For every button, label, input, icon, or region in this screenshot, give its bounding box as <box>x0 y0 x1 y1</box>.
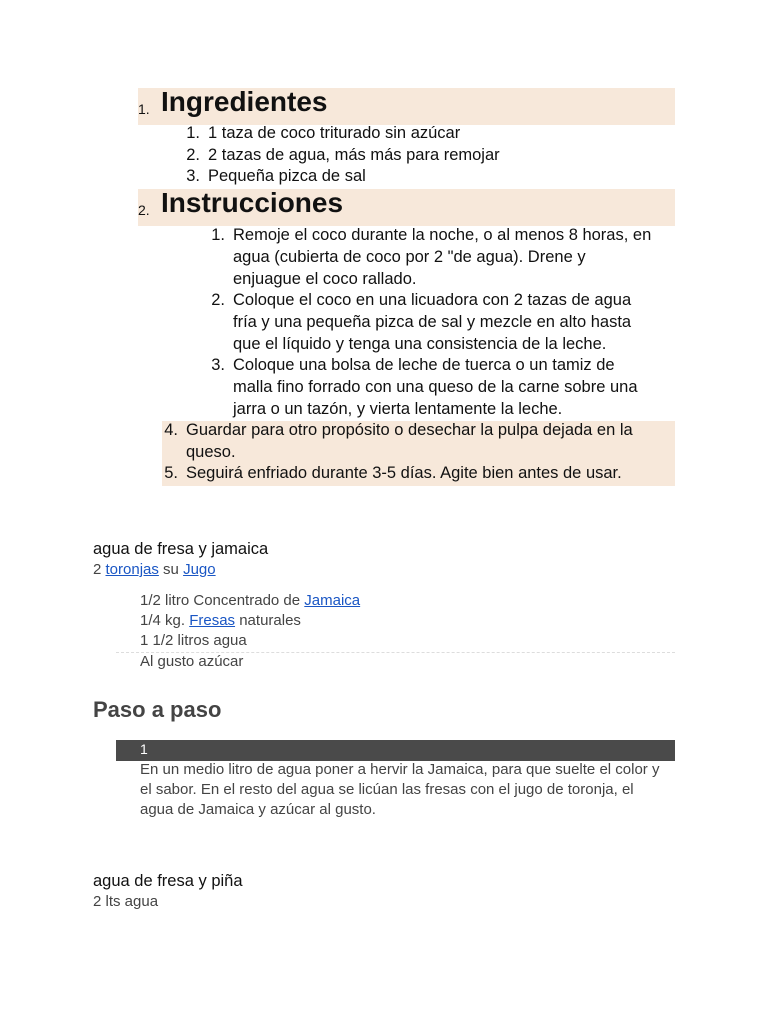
link-toronjas[interactable]: toronjas <box>105 561 159 578</box>
ingredient-line: 1 1/2 litros agua <box>140 632 247 649</box>
section-number: 1. <box>138 101 150 117</box>
section-title-ingredientes: Ingredientes <box>161 86 328 117</box>
ingredient-line: 2 lts agua <box>93 893 159 910</box>
step-number: 1 <box>140 741 148 757</box>
recipe-title: agua de fresa y jamaica <box>93 540 269 558</box>
link-jugo[interactable]: Jugo <box>183 561 216 578</box>
ingredient-line: 1/2 litro Concentrado de Jamaica <box>140 592 361 609</box>
step-text: En un medio litro de agua poner a hervir la Jamaica, para que suelte el color y el sabor. En el resto del agua se licúan las fresas con el jugo de toronja, el agua de Jamaica y azúcar al gusto. <box>140 761 660 818</box>
ingredient-line: Al gusto azúcar <box>140 653 244 670</box>
section-title-instrucciones: Instrucciones <box>161 187 344 218</box>
section-number: 2. <box>138 202 150 218</box>
step-number-bar <box>116 740 675 761</box>
link-jamaica[interactable]: Jamaica <box>304 592 361 609</box>
recipe-title: agua de fresa y piña <box>93 872 243 890</box>
steps-heading: Paso a paso <box>93 697 222 722</box>
link-fresas[interactable]: Fresas <box>189 612 236 629</box>
ingredient-line: 1/4 kg. Fresas naturales <box>140 612 301 629</box>
recipe-subtitle: 2 toronjas su Jugo <box>93 561 216 578</box>
